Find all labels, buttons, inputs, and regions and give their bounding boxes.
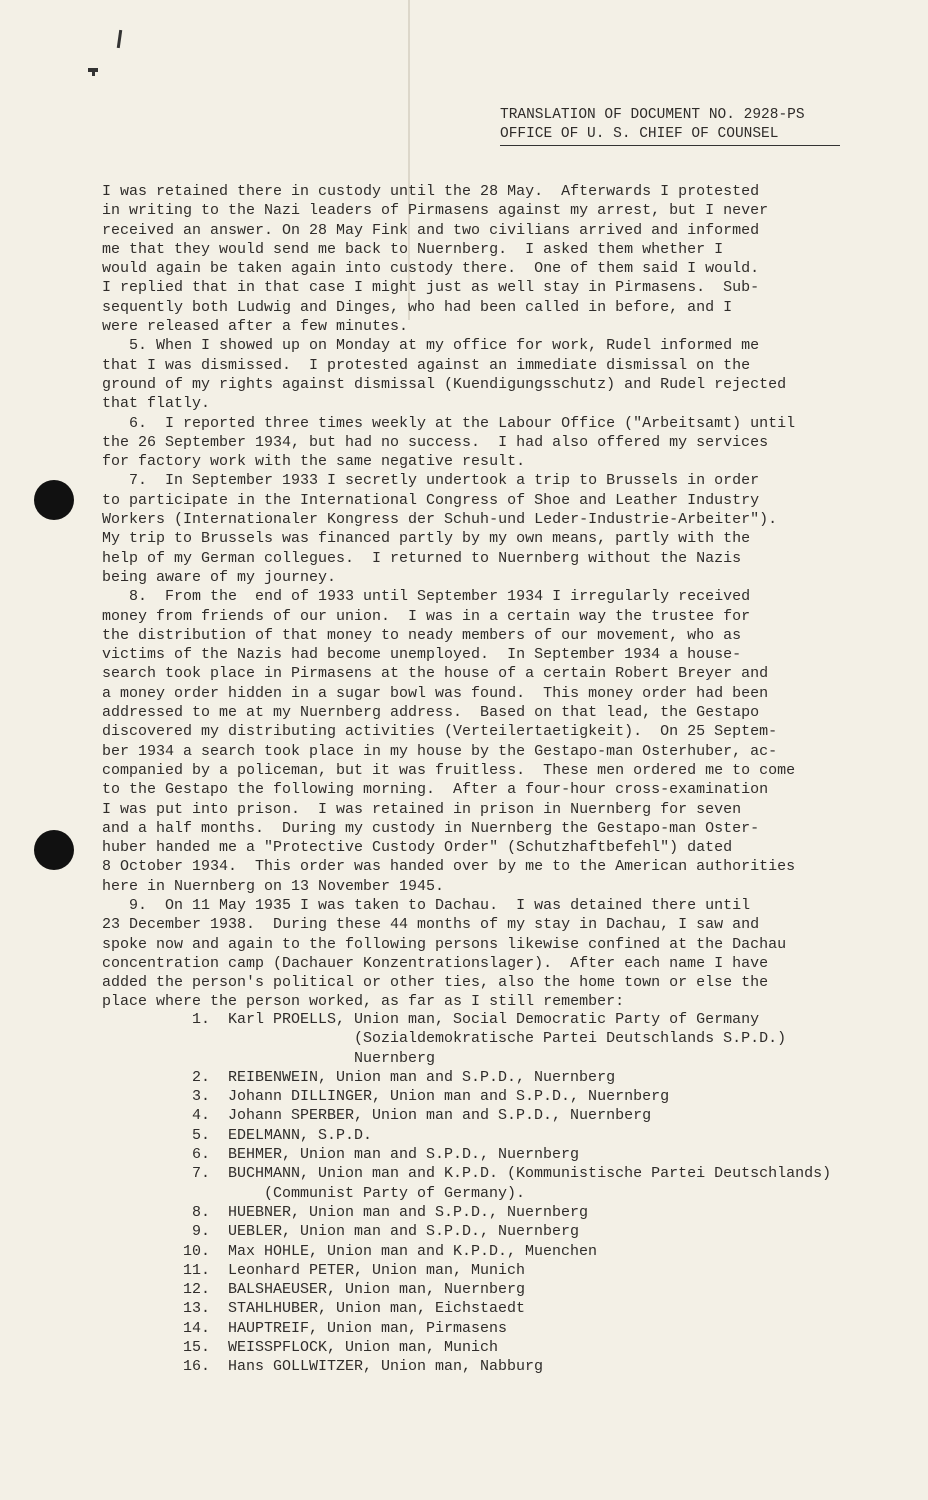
body-line: 5. When I showed up on Monday at my office for work, Rudel informed me [102, 337, 760, 355]
body-line: I was retained there in custody until the 28 May. Afterwards I protested [102, 183, 760, 200]
list-continuation: Nuernberg [210, 1049, 436, 1067]
body-line: Workers (Internationaler Kongress der Schuh-und Leder-Industrie-Arbeiter"). [102, 511, 778, 529]
body-line: I replied that in that case I might just as well stay in Pirmasens. Sub- [102, 279, 760, 297]
body-line: that flatly. [102, 395, 211, 413]
body-line: I was put into prison. I was retained in prison in Nuernberg for seven [102, 800, 742, 818]
list-number: 5. [191, 1126, 210, 1144]
list-text: BUCHMANN, Union man and K.P.D. (Kommunistische Partei Deutschlands) [210, 1165, 832, 1183]
list-text: STAHLHUBER, Union man, Eichstaedt [210, 1300, 526, 1318]
body-line: 23 December 1938. During these 44 months of my stay in Dachau, I saw and [102, 916, 760, 934]
body-line: a money order hidden in a sugar bowl was found. This money order had been [102, 684, 769, 702]
body-line: 6. I reported three times weekly at the Labour Office ("Arbeitsamt) until [102, 414, 796, 432]
document-header [500, 106, 840, 146]
body-line: search took place in Pirmasens at the house of a certain Robert Breyer and [102, 665, 769, 683]
punch-hole [34, 830, 74, 870]
body-line: the distribution of that money to neady members of our movement, who as [102, 626, 742, 644]
list-item [160, 1087, 880, 1106]
body-line: the 26 September 1934, but had no success. I had also offered my services [102, 433, 769, 451]
body-line: spoke now and again to the following persons likewise confined at the Dachau [102, 935, 787, 953]
list-text: HAUPTREIF, Union man, Pirmasens [210, 1319, 508, 1337]
body-line: 8. From the end of 1933 until September 1934 I irregularly received [102, 588, 751, 606]
list-text: Johann SPERBER, Union man and S.P.D., Nuernberg [210, 1107, 652, 1125]
list-item [160, 1145, 880, 1164]
body-line: huber handed me a "Protective Custody Order" (Schutzhaftbefehl") dated [102, 839, 733, 857]
list-number: 9. [191, 1223, 210, 1241]
body-line: here in Nuernberg on 13 November 1945. [102, 877, 445, 895]
list-number: 10. [182, 1242, 210, 1260]
list-text: WEISSPFLOCK, Union man, Munich [210, 1339, 499, 1357]
body-line: ground of my rights against dismissal (Kuendigungsschutz) and Rudel rejected [102, 375, 787, 393]
ink-mark [88, 68, 98, 72]
list-item [160, 1319, 880, 1338]
list-item [160, 1068, 880, 1087]
list-continuation: (Sozialdemokratische Partei Deutschlands S.P.D.) [210, 1030, 787, 1048]
list-text: Hans GOLLWITZER, Union man, Nabburg [210, 1358, 544, 1376]
body-line: sequently both Ludwig and Dinges, who had been called in before, and I [102, 298, 733, 316]
body-line: were released after a few minutes. [102, 318, 409, 336]
list-continuation: (Communist Party of Germany). [210, 1184, 526, 1202]
list-text: BALSHAEUSER, Union man, Nuernberg [210, 1281, 526, 1299]
body-line: help of my German collegues. I returned to Nuernberg without the Nazis [102, 549, 742, 567]
list-item [160, 1242, 880, 1261]
list-text: BEHMER, Union man and S.P.D., Nuernberg [210, 1146, 580, 1164]
list-text: Leonhard PETER, Union man, Munich [210, 1261, 526, 1279]
list-text: Max HOHLE, Union man and K.P.D., Muenchen [210, 1242, 598, 1260]
body-line: being aware of my journey. [102, 568, 337, 586]
list-item [160, 1280, 880, 1299]
list-text: UEBLER, Union man and S.P.D., Nuernberg [210, 1223, 580, 1241]
list-item [160, 1106, 880, 1125]
ink-mark [117, 30, 122, 48]
body-line: victims of the Nazis had become unemployed. In September 1934 a house- [102, 646, 742, 664]
list-number: 15. [182, 1339, 210, 1357]
list-item [160, 1357, 880, 1376]
body-line: that I was dismissed. I protested against an immediate dismissal on the [102, 356, 751, 374]
body-line: 7. In September 1933 I secretly undertook a trip to Brussels in order [102, 472, 760, 490]
list-item [160, 1222, 880, 1241]
list-text: EDELMANN, S.P.D. [210, 1126, 373, 1144]
list-item [160, 1203, 880, 1222]
body-line: to the Gestapo the following morning. After a four-hour cross-examination [102, 781, 769, 799]
body-line: companied by a policeman, but it was fruitless. These men ordered me to come [102, 761, 796, 779]
body-line: received an answer. On 28 May Fink and two civilians arrived and informed [102, 221, 760, 239]
body-line: would again be taken again into custody there. One of them said I would. [102, 260, 760, 278]
body-line: me that they would send me back to Nuernberg. I asked them whether I [102, 240, 724, 258]
list-number: 13. [182, 1300, 210, 1318]
body-line: ber 1934 a search took place in my house by the Gestapo-man Osterhuber, ac- [102, 742, 778, 760]
punch-hole [34, 480, 74, 520]
list-number: 12. [182, 1281, 210, 1299]
body-line: for factory work with the same negative result. [102, 453, 526, 471]
list-number: 16. [182, 1358, 210, 1376]
body-line: discovered my distributing activities (Verteilertaetigkeit). On 25 Septem- [102, 723, 778, 741]
body-line: My trip to Brussels was financed partly by my own means, partly with the [102, 530, 751, 548]
body-line: addressed to me at my Nuernberg address. Based on that lead, the Gestapo [102, 704, 760, 722]
list-text: Johann DILLINGER, Union man and S.P.D., Nuernberg [210, 1088, 670, 1106]
list-number: 1. [191, 1011, 210, 1028]
list-number: 3. [191, 1088, 210, 1106]
body-line: in writing to the Nazi leaders of Pirmasens against my arrest, but I never [102, 202, 769, 220]
header-line-2: OFFICE OF U. S. CHIEF OF COUNSEL [500, 125, 840, 146]
body-line: to participate in the International Congress of Shoe and Leather Industry [102, 491, 760, 509]
body-line: place where the person worked, as far as I still remember: [102, 993, 625, 1011]
document-body [102, 182, 862, 1012]
list-number: 14. [182, 1319, 210, 1337]
list-text: HUEBNER, Union man and S.P.D., Nuernberg [210, 1203, 589, 1221]
list-item [160, 1338, 880, 1357]
header-line-1: TRANSLATION OF DOCUMENT NO. 2928-PS [500, 107, 805, 123]
list-number: 11. [182, 1261, 210, 1279]
list-number: 4. [191, 1107, 210, 1125]
list-item [160, 1010, 880, 1029]
body-line: and a half months. During my custody in Nuernberg the Gestapo-man Oster- [102, 819, 760, 837]
body-line: 9. On 11 May 1935 I was taken to Dachau. I was detained there until [102, 896, 751, 914]
list-text: Karl PROELLS, Union man, Social Democratic Party of Germany [210, 1011, 760, 1028]
list-number: 6. [191, 1146, 210, 1164]
list-item [160, 1299, 880, 1318]
body-line: concentration camp (Dachauer Konzentrationslager). After each name I have [102, 954, 769, 972]
list-text: REIBENWEIN, Union man and S.P.D., Nuernberg [210, 1068, 616, 1086]
list-item [160, 1164, 880, 1183]
body-line: added the person's political or other ties, also the home town or else the [102, 974, 769, 992]
persons-list [160, 1010, 880, 1377]
list-item [160, 1126, 880, 1145]
list-number: 2. [191, 1068, 210, 1086]
body-line: 8 October 1934. This order was handed over by me to the American authorities [102, 858, 796, 876]
list-number: 8. [191, 1203, 210, 1221]
list-item [160, 1261, 880, 1280]
list-number: 7. [191, 1165, 210, 1183]
body-line: money from friends of our union. I was in a certain way the trustee for [102, 607, 751, 625]
